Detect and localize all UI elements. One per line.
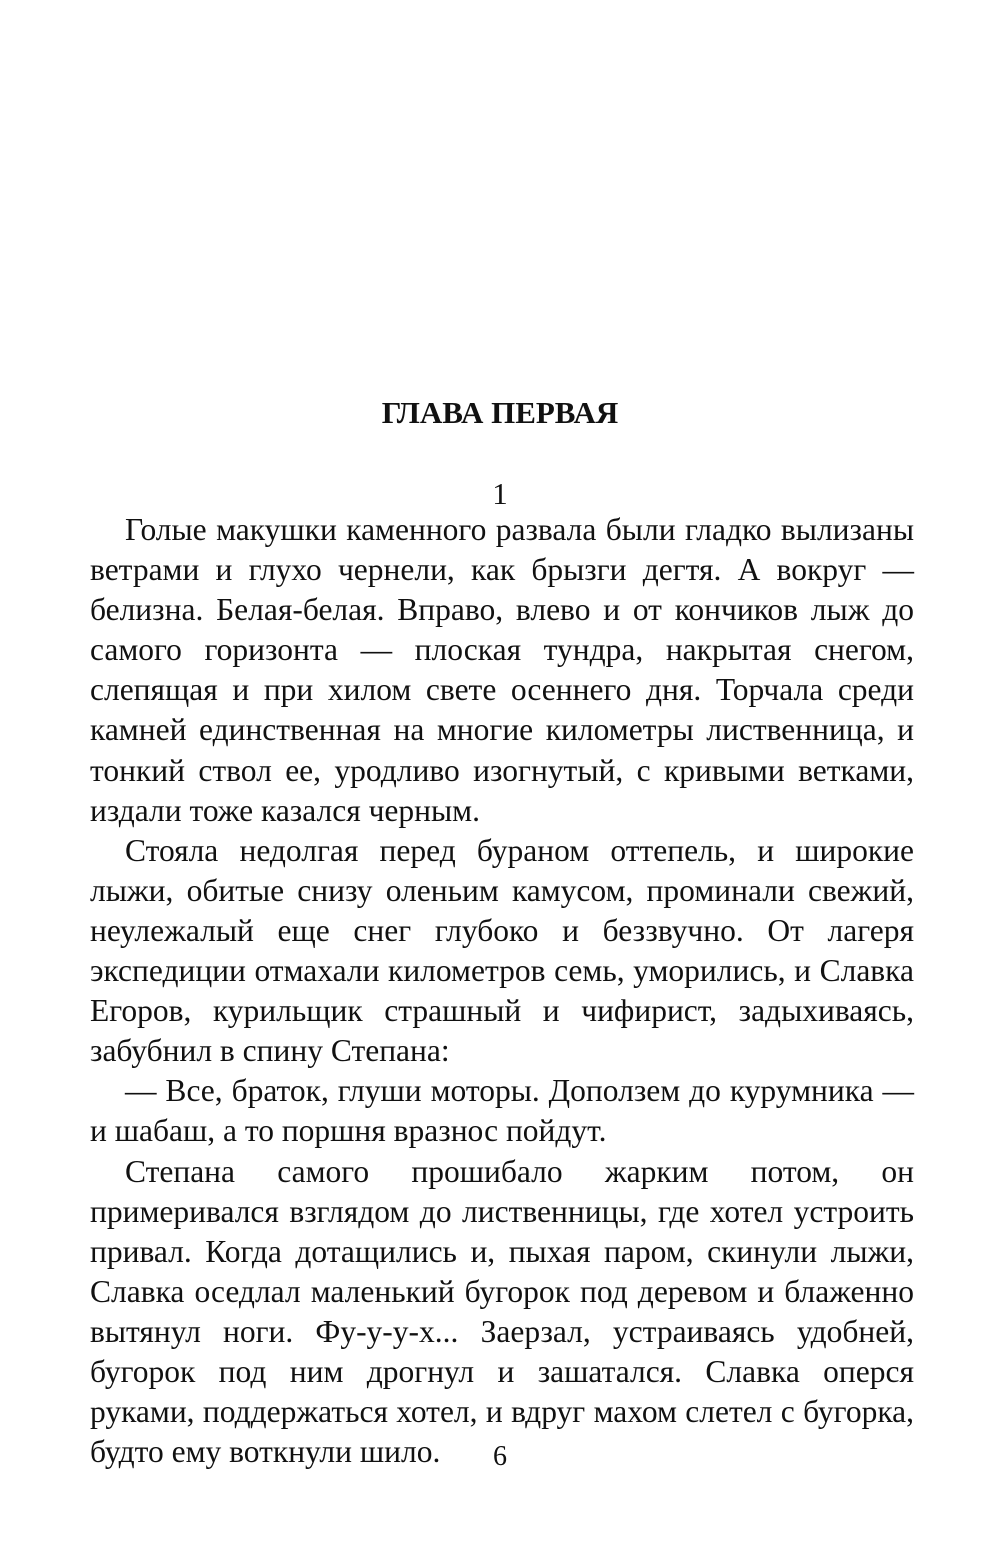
chapter-text [90,510,914,1472]
paragraph: Голые макушки каменного развала были гладко вылизаны ветрами и глухо чернели, как брызги дегтя. А вокруг — белизна. Белая-белая. Вправо, влево и от кончиков лыж до самого горизонта — плоская тундра, накрытая снегом, слепящая и при хилом свете осеннего дня. Торчала среди камней единственная на многие километры лиственница, и тонкий ствол ее, уродливо изогнутый, с кривыми ветками, издали тоже казался черным. [90,512,914,828]
paragraph: Стояла недолгая перед бураном оттепель, и широкие лыжи, обитые снизу оленьим камусом, проминали свежий, неулежалый еще снег глубоко и беззвучно. От лагеря экспедиции отмахали километров семь, уморились, и Славка Егоров, курильщик страшный и чифирист, задыхиваясь, забубнил в спину Степана: [90,832,914,1069]
dialogue-paragraph: — Все, браток, глуши моторы. Доползем до курумника — и шабаш, а то поршня вразнос пойдут. [90,1073,914,1149]
section-number: 1 [492,476,508,511]
page-number: 6 [493,1441,507,1472]
paragraph: Степана самого прошибало жарким потом, он примеривался взглядом до лиственницы, где хотел устроить привал. Когда дотащились и, пыхая паром, скинули лыжи, Славка оседлал маленький бугорок под деревом и блаженно вытянул ноги. Фу-у-у-х... Заерзал, устраиваясь удобней, бугорок под ним дрогнул и зашатался. Славка оперся руками, поддержаться хотел, и вдруг махом слетел с бугорка, будто ему воткнули шило. [90,1153,914,1470]
chapter-title: ГЛАВА ПЕРВАЯ [381,395,619,430]
